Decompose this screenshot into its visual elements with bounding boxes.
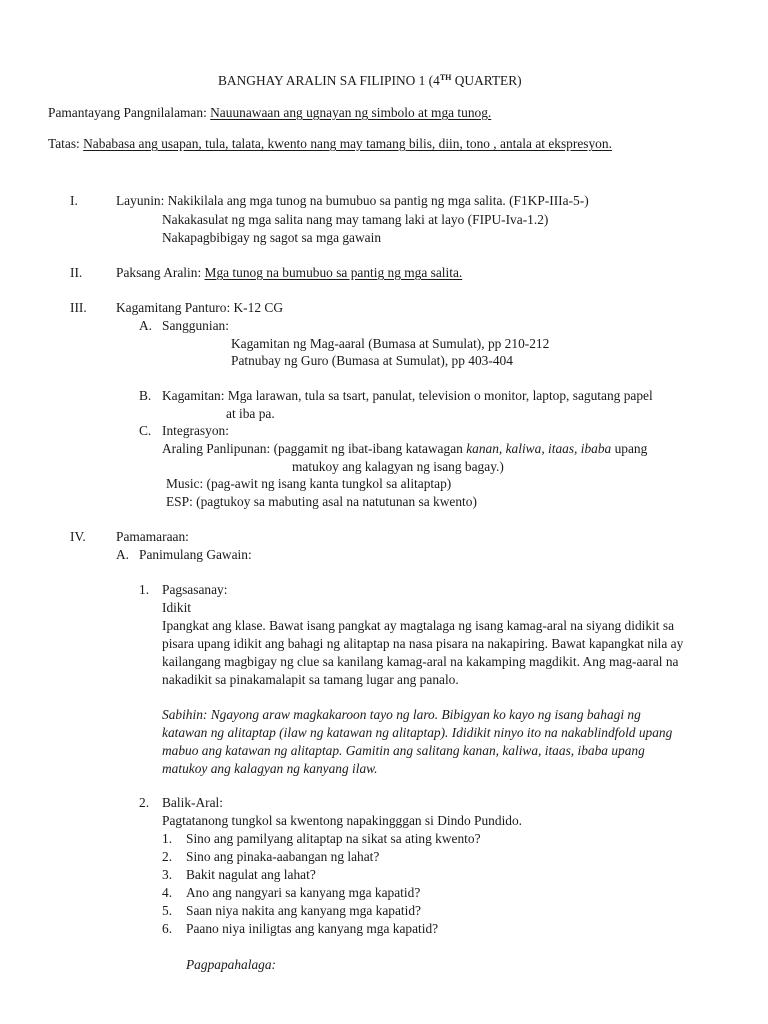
section-iv-numeral: IV. — [70, 529, 86, 544]
tatas-value: Nababasa ang usapan, tula, talata, kwento nang may tamang bilis, diin, tono , antala at ekspresyon. — [83, 136, 612, 151]
sabihin-paragraph-line: matukoy ang kalagyan ng kanyang ilaw. — [162, 761, 378, 776]
araling-panlipunan-line-2: matukoy ang kalagyan ng isang bagay.) — [292, 459, 504, 474]
layunin-line-1: Layunin: Nakikilala ang mga tunog na bumubuo sa pantig ng mga salita. (F1KP-IIIa-5-) — [116, 193, 589, 208]
item-b-letter: B. — [139, 388, 152, 403]
paksang-aralin-label: Paksang Aralin: — [116, 265, 205, 280]
instruction-paragraph-line: nakadikit sa pinakamalapit sa tamang lugar ang panalo. — [162, 672, 459, 687]
question-number: 2. — [162, 849, 173, 864]
pagpapahalaga-label: Pagpapahalaga: — [186, 957, 277, 972]
kagamitan-line-2: at iba pa. — [226, 406, 275, 421]
question-number: 1. — [162, 831, 173, 846]
integrasyon-label: Integrasyon: — [162, 423, 229, 438]
item-a-letter: A. — [139, 318, 153, 333]
paksang-aralin-value: Mga tunog na bumubuo sa pantig ng mga salita. — [204, 265, 463, 280]
question-text: Saan niya nakita ang kanyang mga kapatid? — [186, 903, 421, 918]
layunin-line-3: Nakapagbibigay ng sagot sa mga gawain — [162, 230, 382, 245]
instruction-paragraph-line: kailangang magbigay ng clue sa kanilang kamag-aral na kakamping magdikit. Ang mag-aaral na — [162, 654, 679, 669]
pamantayan-line — [48, 104, 491, 122]
item-c-letter: C. — [139, 423, 152, 438]
question-text: Sino ang pinaka-aabangan ng lahat? — [186, 849, 380, 864]
panimulang-gawain-label: Panimulang Gawain: — [139, 547, 252, 562]
section-iii-numeral: III. — [70, 300, 87, 315]
question-number: 4. — [162, 885, 173, 900]
esp-line: ESP: (pagtukoy sa mabuting asal na natutunan sa kwento) — [166, 494, 477, 509]
title-end: QUARTER) — [451, 73, 522, 88]
sabihin-paragraph-line: mabuo ang katawan ng alitaptap. Gamitin ang salitang kanan, kaliwa, itaas, ibaba upang — [162, 743, 645, 758]
question-number: 6. — [162, 921, 173, 936]
question-text: Bakit nagulat ang lahat? — [186, 867, 316, 882]
music-line: Music: (pag-awit ng isang kanta tungkol sa alitaptap) — [166, 476, 452, 491]
kagamitang-panturo-heading: Kagamitang Panturo: K-12 CG — [116, 300, 283, 315]
question-number: 5. — [162, 903, 173, 918]
idikit-label: Idikit — [162, 600, 192, 615]
tatas-line — [48, 135, 612, 153]
instruction-paragraph-line: Ipangkat ang klase. Bawat isang pangkat ay magtalaga ng isang kamag-aral na siyang didikit sa — [162, 618, 675, 633]
sanggunian-line-1: Kagamitan ng Mag-aaral (Bumasa at Sumulat), pp 210-212 — [231, 336, 550, 351]
section-ii-numeral: II. — [70, 265, 83, 280]
pamantayan-value: Nauunawaan ang ugnayan ng simbolo at mga tunog. — [210, 105, 492, 120]
title-superscript: TH — [439, 73, 452, 82]
balik-aral-label: Balik-Aral: — [162, 795, 223, 810]
question-number: 3. — [162, 867, 173, 882]
sanggunian-label: Sanggunian: — [162, 318, 229, 333]
layunin-line-2: Nakakasulat ng mga salita nang may tamang laki at layo (FIPU-Iva-1.2) — [162, 212, 549, 227]
kagamitan-line-1: Kagamitan: Mga larawan, tula sa tsart, panulat, television o monitor, laptop, sagutang papel — [162, 388, 653, 403]
ap-text-end: upang — [611, 441, 648, 456]
question-text: Ano ang nangyari sa kanyang mga kapatid? — [186, 885, 421, 900]
sanggunian-line-2: Patnubay ng Guro (Bumasa at Sumulat), pp 403-404 — [231, 353, 513, 368]
question-text: Paano niya iniligtas ang kanyang mga kapatid? — [186, 921, 439, 936]
document-title — [218, 72, 522, 90]
balik-aral-intro: Pagtatanong tungkol sa kwentong napakingggan si Dindo Pundido. — [162, 813, 523, 828]
title-main: BANGHAY ARALIN SA FILIPINO 1 (4 — [218, 73, 440, 88]
sabihin-paragraph-line: Sabihin: Ngayong araw magkakaroon tayo ng laro. Bibigyan ko kayo ng isang bahagi ng — [162, 707, 641, 722]
ap-directions: kanan, kaliwa, itaas, ibaba — [466, 441, 612, 456]
question-text: Sino ang pamilyang alitaptap na sikat sa ating kwento? — [186, 831, 481, 846]
sabihin-paragraph-line: katawan ng alitaptap (ilaw ng katawan ng alitaptap). Ididikit ninyo ito na nakablindfold upang — [162, 725, 673, 740]
pamamaraan-heading: Pamamaraan: — [116, 529, 189, 544]
item-1-number: 1. — [139, 582, 150, 597]
ap-text: Araling Panlipunan: (paggamit ng ibat-ibang katawagan — [162, 441, 467, 456]
pagsasanay-label: Pagsasanay: — [162, 582, 228, 597]
item-a-letter-iv: A. — [116, 547, 130, 562]
section-i-numeral: I. — [70, 193, 78, 208]
tatas-label: Tatas: — [48, 136, 84, 151]
paksang-aralin — [116, 264, 462, 282]
instruction-paragraph-line: pisara upang idikit ang bahagi ng alitaptap na nasa pisara na nakapiring. Bawat kapangkat nila ay — [162, 636, 684, 651]
araling-panlipunan-line-1 — [162, 440, 647, 458]
item-2-number: 2. — [139, 795, 150, 810]
pamantayan-label: Pamantayang Pangnilalaman: — [48, 105, 211, 120]
